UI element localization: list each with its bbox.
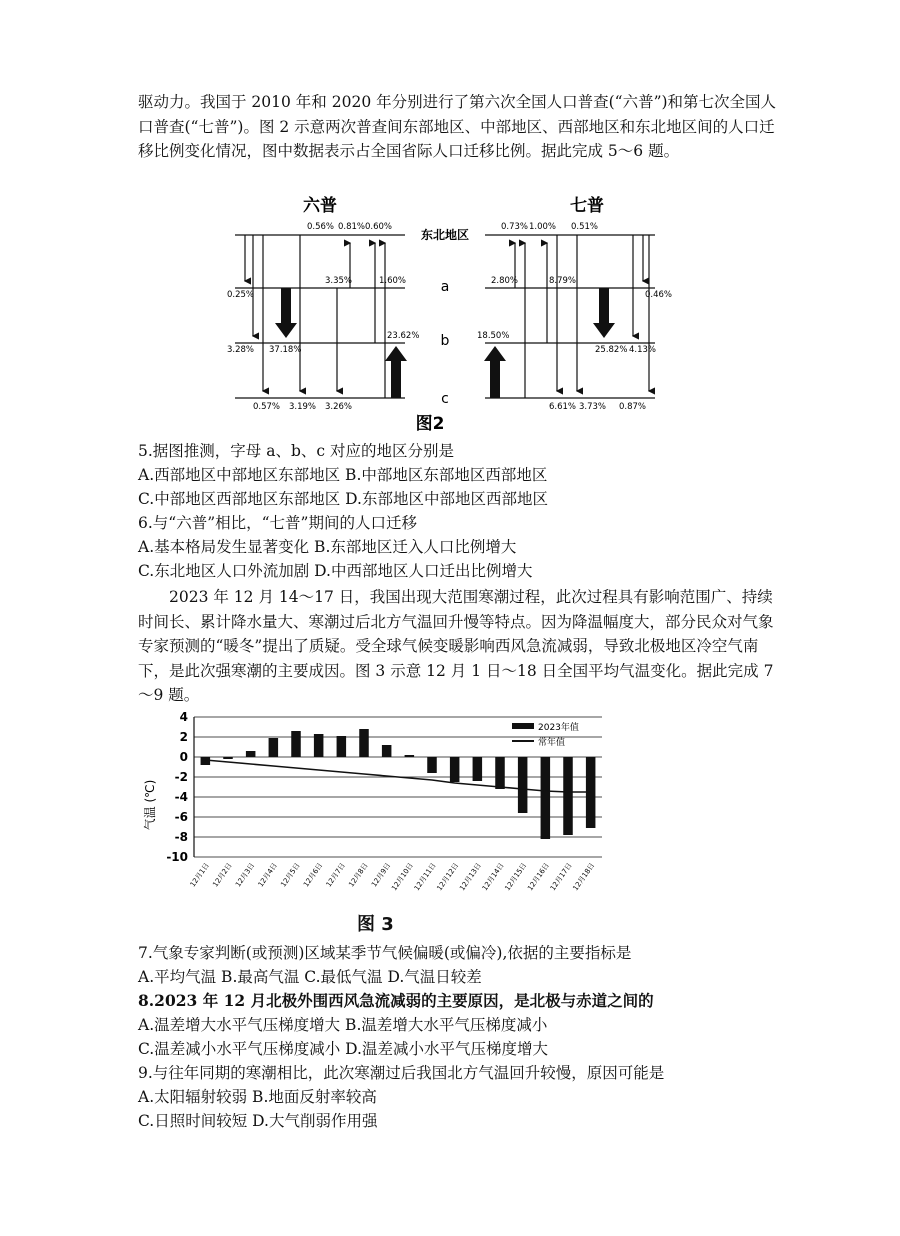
y-tick-label: 0 [179, 750, 188, 764]
right-title: 七普 [570, 196, 604, 216]
y-tick-label: -8 [174, 830, 188, 844]
legend [512, 721, 579, 748]
x-tick-label: 12月17日 [548, 861, 574, 893]
x-tick-label: 12月11日 [412, 861, 438, 893]
bar-2023 [405, 755, 415, 757]
x-tick-label: 12月6日 [302, 861, 325, 889]
y-tick-label: 4 [179, 710, 188, 724]
x-tick-label: 12月7日 [324, 861, 347, 889]
right-ab-mid: 8.79% [549, 276, 577, 286]
right-b-left: 18.50% [477, 331, 510, 341]
figure-3-temperature-chart [140, 705, 620, 910]
bar-2023 [382, 745, 392, 757]
intro2-paragraph: 2023 年 12 月 14～17 日，我国出现大范围寒潮过程，此次过程具有影响范围广、持续时间长、累计降水量大、寒潮过后北方气温回升慢等特点。因为降温幅度大，部分民众对气象专家预测的“暖冬”提出了质疑。受全球气候变暖影响西风急流减弱，导致北极地区冷空气南下，是此次强寒潮的主要成因。图 3 示意 12 月 1 日～18 日全国平均气温变化。据此完成 7～9 题。 [138, 588, 774, 704]
x-tick-label: 12月13日 [458, 861, 483, 893]
bar-2023 [337, 736, 347, 757]
left-ab-mid: 3.35% [325, 276, 353, 286]
x-tick-label: 12月12日 [435, 861, 461, 893]
right-ab-left: 2.80% [491, 276, 519, 286]
right-ne: 0.46% [645, 290, 673, 300]
left-c-3: 3.26% [325, 402, 353, 412]
x-tick-label: 12月16日 [526, 861, 551, 893]
y-axis-label: 气温 (℃) [143, 779, 157, 831]
y-tick-label: -10 [166, 850, 188, 864]
bar-2023 [246, 751, 256, 757]
x-tick-label: 12月18日 [571, 861, 597, 893]
y-tick-label: 2 [179, 730, 188, 744]
left-c-2: 3.19% [289, 402, 317, 412]
x-tick-label: 12月15日 [503, 861, 529, 893]
left-b-arrow: 37.18% [269, 345, 302, 355]
q5-options-2: C.中部地区西部地区东部地区 D.东部地区中部地区西部地区 [138, 490, 548, 508]
q5-options-1: A.西部地区中部地区东部地区 B.中部地区东部地区西部地区 [138, 466, 548, 484]
x-tick-label: 12月2日 [211, 861, 234, 889]
intro-paragraph: 驱动力。我国于 2010 年和 2020 年分别进行了第六次全国人口普查(“六普”)和第七次全国人口普查(“七普”)。图 2 示意两次普查间东部地区、中部地区、西部地区和东北地区间的人口迁移比例变化情况，图中数据表示占全国省际人口迁移比例。据此完成 5～6 题。 [138, 93, 777, 160]
q8-stem: 8.2023 年 12 月北极外围西风急流减弱的主要原因，是北极与赤道之间的 [138, 991, 654, 1010]
legend-bar-label: 2023年值 [538, 723, 579, 733]
q6-options-2: C.东北地区人口外流加剧 D.中西部地区人口迁出比例增大 [138, 562, 533, 580]
normal-value-line [205, 760, 590, 792]
bar-2023 [473, 757, 483, 781]
q6-options-1: A.基本格局发生显著变化 B.东部地区迁入人口比例增大 [138, 538, 517, 556]
right-c-2: 3.73% [579, 402, 607, 412]
left-top-2: 0.81% [338, 222, 366, 232]
bar-2023 [223, 757, 233, 759]
x-tick-label: 12月3日 [234, 861, 257, 889]
left-top-3: 0.60% [365, 222, 393, 232]
q5-stem: 5.据图推测，字母 a、b、c 对应的地区分别是 [138, 442, 454, 460]
right-top-2: 1.00% [529, 222, 557, 232]
x-tick-label: 12月10日 [390, 861, 415, 893]
bar-2023 [563, 757, 573, 835]
x-tick-label: 12月14日 [480, 861, 506, 893]
figure-2-migration-diagram [225, 193, 673, 438]
right-b-arrow: 25.82% [595, 345, 628, 355]
left-b-right: 23.62% [387, 331, 420, 341]
row-label-a: a [440, 279, 450, 295]
right-c-1: 6.61% [549, 402, 577, 412]
left-b-left: 3.28% [227, 345, 255, 355]
right-top-3: 0.51% [571, 222, 599, 232]
bar-2023 [291, 731, 301, 757]
x-tick-label: 12月4日 [256, 861, 279, 889]
bar-2023 [541, 757, 551, 839]
q9-options-2: C.日照时间较短 D.大气削弱作用强 [138, 1112, 378, 1130]
q8-options-2: C.温差减小水平气压梯度减小 D.温差减小水平气压梯度增大 [138, 1040, 548, 1058]
bar-2023 [495, 757, 505, 789]
left-ne-a: 0.25% [227, 290, 255, 300]
q6-stem: 6.与“六普”相比，“七普”期间的人口迁移 [138, 514, 417, 532]
row-label-northeast: 东北地区 [420, 228, 470, 242]
row-label-c: c [441, 391, 449, 407]
bar-2023 [314, 734, 324, 757]
figure-2-caption: 图2 [415, 414, 445, 434]
left-title: 六普 [303, 196, 337, 216]
row-label-b: b [440, 333, 450, 349]
left-ab-right: 1.60% [379, 276, 407, 286]
x-tick-label: 12月1日 [188, 861, 211, 889]
q8-options-1: A.温差增大水平气压梯度增大 B.温差增大水平气压梯度减小 [138, 1016, 548, 1034]
legend-line-label: 常年值 [538, 738, 566, 748]
q7-stem: 7.气象专家判断(或预测)区域某季节气候偏暖(或偏冷),依据的主要指标是 [138, 944, 632, 962]
right-top-1: 0.73% [501, 222, 529, 232]
x-tick-label: 12月5日 [279, 861, 302, 889]
left-top-1: 0.56% [307, 222, 335, 232]
bar-2023 [427, 757, 437, 773]
figure-3-caption: 图 3 [357, 914, 394, 935]
bar-2023 [359, 729, 369, 757]
bar-2023 [450, 757, 460, 782]
bar-2023 [518, 757, 528, 813]
q9-options-1: A.太阳辐射较弱 B.地面反射率较高 [138, 1088, 377, 1106]
x-tick-label: 12月8日 [347, 861, 370, 889]
legend-bar-swatch [512, 723, 534, 729]
q7-options: A.平均气温 B.最高气温 C.最低气温 D.气温日较差 [138, 968, 482, 986]
x-tick-label: 12月9日 [370, 861, 393, 889]
y-tick-label: -4 [174, 790, 188, 804]
y-tick-label: -6 [174, 810, 188, 824]
right-c-3: 0.87% [619, 402, 647, 412]
q9-stem: 9.与往年同期的寒潮相比，此次寒潮过后我国北方气温回升较慢，原因可能是 [138, 1064, 665, 1082]
y-tick-label: -2 [174, 770, 188, 784]
left-c-1: 0.57% [253, 402, 281, 412]
right-b-right: 4.13% [629, 345, 657, 355]
bar-2023 [269, 738, 279, 757]
